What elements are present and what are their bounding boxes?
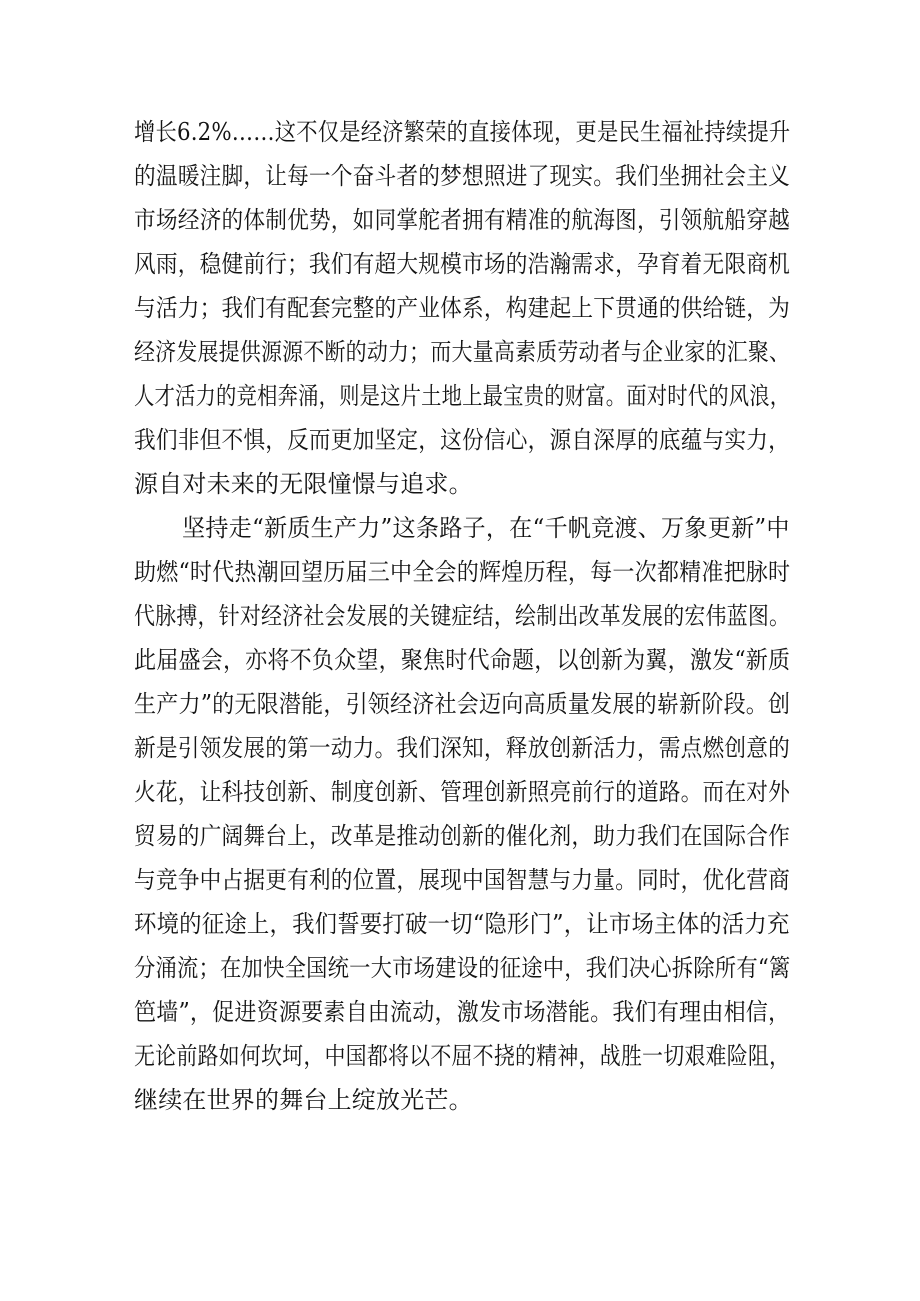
text-line: 新是引领发展的第一动力。我们深知，释放创新活力，需点燃创意的 — [134, 734, 791, 762]
text-line: 坚持走“新质生产力”这条路子，在“千帆竞渡、万象更新”中 — [182, 514, 790, 542]
text-line: 环境的征途上，我们誓要打破一切“隐形门”，让市场主体的活力充 — [134, 910, 790, 938]
text-line: 风雨，稳健前行；我们有超大规模市场的浩瀚需求，孕育着无限商机 — [134, 250, 791, 278]
text-line: 火花，让科技创新、制度创新、管理创新照亮前行的道路。而在对外 — [134, 778, 791, 806]
text-line: 贸易的广阔舞台上，改革是推动创新的催化剂，助力我们在国际合作 — [134, 822, 791, 850]
text-line: 与活力；我们有配套完整的产业体系，构建起上下贯通的供给链，为 — [134, 294, 791, 322]
text-line: 我们非但不惧，反而更加坚定，这份信心，源自深厚的底蕴与实力， — [134, 426, 791, 454]
text-line: 人才活力的竞相奔涌，则是这片土地上最宝贵的财富。面对时代的风浪， — [134, 382, 791, 410]
text-line: 经济发展提供源源不断的动力；而大量高素质劳动者与企业家的汇聚、 — [134, 338, 791, 366]
text-line: 继续在世界的舞台上绽放光芒。 — [134, 1086, 473, 1114]
text-line: 与竞争中占据更有利的位置，展现中国智慧与力量。同时，优化营商 — [134, 866, 791, 894]
text-line: 分涌流；在加快全国统一大市场建设的征途中，我们决心拆除所有“篱 — [134, 954, 791, 982]
text-line: 的温暖注脚，让每一个奋斗者的梦想照进了现实。我们坐拥社会主义 — [134, 162, 791, 190]
text-line: 笆墙”，促进资源要素自由流动，激发市场潜能。我们有理由相信， — [134, 998, 791, 1026]
text-line: 增长6.2%……这不仅是经济繁荣的直接体现，更是民生福祉持续提升 — [134, 118, 791, 146]
text-line: 无论前路如何坎坷，中国都将以不屈不挠的精神，战胜一切艰难险阻， — [134, 1042, 791, 1070]
text-line: 此届盛会，亦将不负众望，聚焦时代命题，以创新为翼，激发“新质 — [134, 646, 791, 674]
text-line: 市场经济的体制优势，如同掌舵者拥有精准的航海图，引领航船穿越 — [134, 206, 791, 234]
text-line: 代脉搏，针对经济社会发展的关键症结，绘制出改革发展的宏伟蓝图。 — [134, 602, 791, 630]
text-line: 助燃“时代热潮回望历届三中全会的辉煌历程，每一次都精准把脉时 — [134, 558, 791, 586]
text-line: 源自对未来的无限憧憬与追求。 — [134, 470, 473, 498]
text-line: 生产力”的无限潜能，引领经济社会迈向高质量发展的崭新阶段。创 — [134, 690, 791, 718]
